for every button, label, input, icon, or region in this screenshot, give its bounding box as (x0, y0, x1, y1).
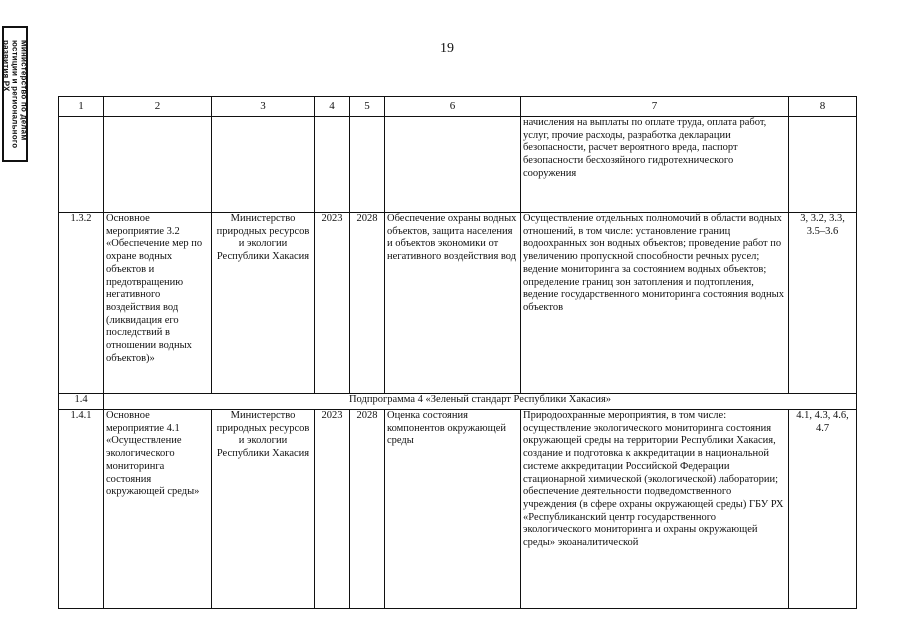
header-cell: 6 (385, 97, 521, 117)
indicators: 4.1, 4.3, 4.6, 4.7 (789, 410, 857, 609)
header-cell: 4 (315, 97, 350, 117)
start-year: 2023 (315, 213, 350, 394)
measure-name: Основное мероприятие 3.2 «Обеспечение мер по охране водных объектов и предотвращению негативного воздействия вод (ликвидация его последствий в отношении водных объектов)» (104, 213, 212, 394)
subprogram-row (59, 394, 857, 410)
executor: Министерство природных ресурсов и экологии Республики Хакасия (212, 410, 315, 609)
description-cell: Природоохранные мероприятия, в том числе: осуществление экологического мониторинга состояния окружающей среды на территории Республики Хакасия, создание и подготовка к аккредитации в национальной системе аккредитации Российской Федерации стационарной химической (экологической) лаборатории; обеспечение деятельности подведомственного учреждения (в сфере охраны окружающей среды) ГБУ РХ «Республиканский центр государственного экологического мониторинга и охраны окружающей среды» экоаналитической (521, 410, 789, 609)
row-number: 1.3.2 (59, 213, 104, 394)
header-cell: 1 (59, 97, 104, 117)
header-row (59, 97, 857, 117)
start-year: 2023 (315, 410, 350, 609)
page-number: 19 (440, 41, 454, 56)
expected-result: Обеспечение охраны водных объектов, защита населения и объектов экономики от негативного воздействия вод (385, 213, 521, 394)
indicators: 3, 3.2, 3.3, 3.5–3.6 (789, 213, 857, 394)
header-cell: 8 (789, 97, 857, 117)
measure-name: Основное мероприятие 4.1 «Осуществление экологического мониторинга состояния окружающей среды» (104, 410, 212, 609)
description-cell: начисления на выплаты по оплате труда, оплата работ, услуг, прочие расходы, разработка декларации безопасности, расчет вероятного вреда, паспорт безопасности бесхозяйного гидротехнического сооружения (521, 117, 789, 213)
expected-result: Оценка состояния компонентов окружающей среды (385, 410, 521, 609)
description-cell: Осуществление отдельных полномочий в области водных отношений, в том числе: установление границ водоохранных зон водных объектов; проведение работ по увеличению пропускной способности речных русел; ведение мониторинга за состоянием водных объектов; определение границ зон затопления и подтопления, ведение государственного мониторинга состояния водных объектов (521, 213, 789, 394)
subprogram-title: Подпрограмма 4 «Зеленый стандарт Республики Хакасия» (104, 394, 857, 410)
stamp-text: Министерство по делам юстиции и регионального развития РХ (1, 39, 29, 149)
header-cell: 5 (350, 97, 385, 117)
row-number: 1.4.1 (59, 410, 104, 609)
end-year: 2028 (350, 410, 385, 609)
program-measures-table (58, 96, 857, 609)
ministry-stamp (2, 26, 28, 162)
header-cell: 2 (104, 97, 212, 117)
row-number: 1.4 (59, 394, 104, 410)
table-row (59, 117, 857, 213)
table-row (59, 410, 857, 609)
end-year: 2028 (350, 213, 385, 394)
executor: Министерство природных ресурсов и экологии Республики Хакасия (212, 213, 315, 394)
table-row (59, 213, 857, 394)
header-cell: 3 (212, 97, 315, 117)
header-cell: 7 (521, 97, 789, 117)
